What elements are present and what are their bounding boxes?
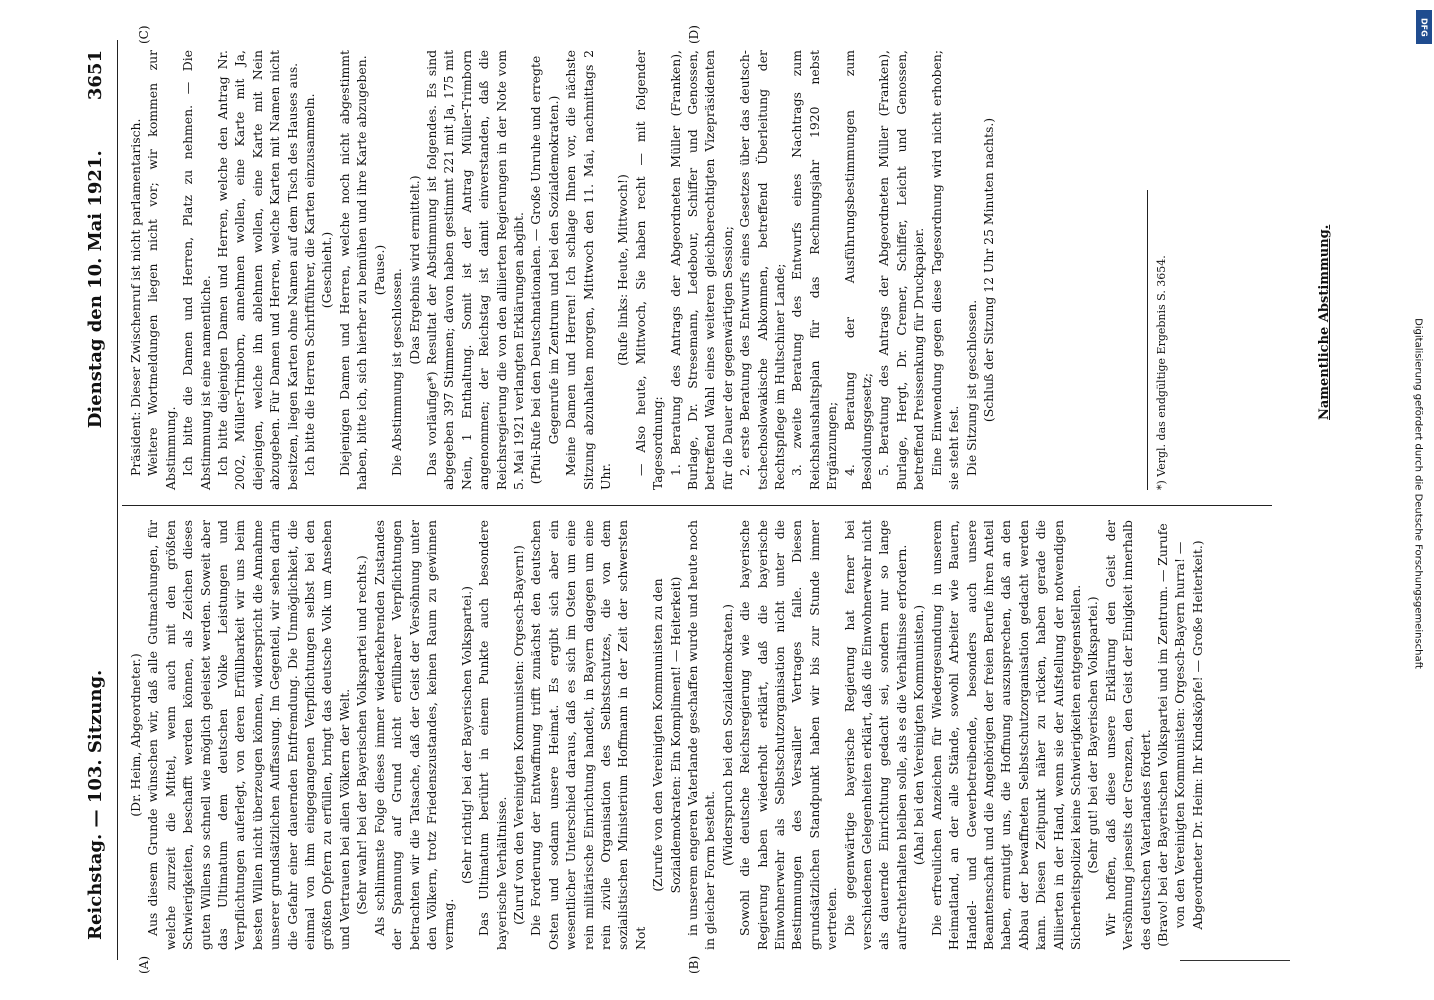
paragraph: (Widerspruch bei den Sozialdemokraten.)	[719, 603, 735, 867]
margin-mark-a: (A)	[137, 955, 151, 974]
section-heading-namentliche-abstimmung: Namentliche Abstimmung.	[1317, 224, 1332, 420]
paragraph: (Das Ergebnis wird ermittelt.)	[406, 175, 422, 365]
margin-mark-d: (D)	[687, 25, 701, 44]
paragraph: Präsident: Dieser Zwischenruf ist nicht parlamentarisch.	[128, 118, 143, 476]
paragraph: (Aha! bei den Vereinigten Kommunisten.)	[911, 604, 927, 866]
rotated-page-content	[67, 20, 1367, 980]
paragraph: Die Abstimmung ist geschlossen.	[389, 268, 405, 476]
paragraph: 4. Beratung der Ausführungsbestimmungen zum Besoldungsgesetz;	[841, 50, 875, 490]
paragraph: (Zurufe von den Vereinigten Kommunisten zu den Sozialdemokraten: Ein Kompliment! — Heiterkeit)	[650, 576, 683, 894]
footnote-rule	[1147, 190, 1148, 490]
paragraph: Sowohl die deutsche Reichsregierung wie die bayerische Regierung haben wiederholt erklärt, daß die bayerische Einwohnerwehr als Selbstschutzorganisation nicht unter die Bestimmungen des Versailler Vertrages falle. Diesen grundsätzlichen Standpunkt haben wir bis zur Stunde immer vertreten.	[737, 520, 840, 950]
paragraph: (Sehr wahr! bei der Bayerischen Volkspartei und rechts.)	[354, 555, 370, 915]
paragraph: (Pfui-Rufe bei den Deutschnationalen. — Große Unruhe und erregte Gegenrufe im Zentrum und bei den Sozialdemokraten.)	[528, 55, 561, 485]
paragraph: in unserem engeren Vaterlande geschaffen wurde und heute noch in gleicher Form besteht.	[685, 520, 718, 950]
margin-mark-c: (C)	[137, 25, 151, 44]
paragraph: (Rufe links: Heute, Mittwoch!)	[615, 174, 631, 366]
paragraph: 1. Beratung des Antrags der Abgeordneten Müller (Franken), Burlage, Dr. Stresemann, Ledebour, Schiffer und Genossen, betreffend Wahl eines weiteren gleichberechtigten Vizepräsidenten für die Dauer der gegenwärtigen Session;	[667, 50, 735, 490]
header-rule	[117, 40, 118, 960]
paragraph: Als schlimmste Folge dieses immer wiederkehrenden Zustandes der Spannung auf Grund nicht erfüllbarer Verpflichtungen betrachten wir die Tatsache, daß der Geist der Versöhnung unter den Völkern, trotz Friedenszustandes, keinen Raum zu gewinnen vermag.	[371, 520, 457, 950]
paragraph: (Zuruf von den Vereinigten Kommunisten: Orgesch-Bayern!)	[510, 545, 526, 925]
paragraph: Weitere Wortmeldungen liegen nicht vor; wir kommen zur Abstimmung.	[145, 50, 178, 490]
margin-mark-b: (B)	[687, 955, 701, 974]
paragraph: 5. Beratung des Antrags der Abgeordneten Müller (Franken), Burlage, Hergt, Dr. Cremer, Schiffer, Leicht und Genossen, betreffend Preissenkung für Druckpapier.	[876, 50, 927, 490]
paragraph: Die Sitzung ist geschlossen.	[963, 299, 979, 476]
header-date: Dienstag den 10. Mai 1921.	[85, 150, 106, 429]
paragraph: (Bravo! bei der Bayerischen Volkspartei und im Zentrum. — Zurufe von den Vereinigten Kommunisten: Orgesch-Bayern hurra! — Abgeordneter Dr. Heim: Ihr Kindsköpfe! — Große Heiterkeit.)	[1154, 523, 1205, 947]
header-right	[85, 50, 106, 428]
paragraph: 2. erste Beratung des Entwurfs eines Gesetzes über das deutsch-tschechoslowakische Abkommen, betreffend Überleitung der Rechtspflege im Hultschiner Lande;	[737, 50, 788, 490]
paragraph: (Dr. Heim, Abgeordneter.)	[128, 653, 143, 817]
paragraph: (Sehr gut! bei der Bayerischen Volkspartei.)	[1085, 596, 1101, 874]
paragraph: 3. zweite Beratung des Entwurfs eines Nachtrags zum Reichshaushaltsplan für das Rechnungsjahr 1920 nebst Ergänzungen;	[789, 50, 840, 490]
paragraph: Die Forderung der Entwaffnung trifft zunächst den deutschen Osten und sodann unsere Heimat. Es ergibt sich aber ein wesentlicher Unterschied daraus, daß es sich im Osten um eine rein militärische Einrichtung handelt, in Bayern dagegen um eine rein zivile Organisation des Selbstschutzes, die von dem sozialistischen Ministerium Hoffmann in der Zeit der schwersten Not	[528, 520, 648, 950]
paragraph: (Geschieht.)	[319, 231, 335, 309]
left-column	[127, 520, 1206, 950]
paragraph: (Schluß der Sitzung 12 Uhr 25 Minuten nachts.)	[980, 117, 996, 423]
page-number: 3651	[85, 50, 106, 101]
paragraph: Aus diesem Grunde wünschen wir, daß alle Gutmachungen, für welche zurzeit die Mittel, wenn auch mit den größten Schwierigkeiten, beschafft werden können, als Zeichen dieses guten Willens so schnell wie möglich geleistet werden. Soweit aber das Ultimatum dem deutschen Volke Leistungen und Verpflichtungen auferlegt, von deren Erfüllbarkeit wir uns beim besten Willen nicht überzeugen können, widerspricht die Annahme unserer grundsätzlichen Auffassung. Im Gegenteil, wir sehen darin die Gefahr einer dauernden Entfremdung. Die Unmöglichkeit, die einmal von ihm eingegangenen Verpflichtungen selbst bei den größten Opfern zu erfüllen, bringt das deutsche Volk um Ansehen und Vertrauen bei allen Völkern der Welt.	[145, 520, 352, 950]
paragraph: Ich bitte die Damen und Herren, Platz zu nehmen. — Die Abstimmung ist eine namentliche.	[180, 50, 213, 490]
paragraph: Eine Einwendung gegen diese Tagesordnung wird nicht erhoben; sie steht fest.	[928, 50, 962, 490]
scan-edge-line	[1180, 960, 1290, 961]
paragraph: Wir hoffen, daß diese unsere Erklärung den Geist der Versöhnung jenseits der Grenzen, den Geist der Einigkeit innerhalb des deutschen Vaterlandes fördert.	[1102, 520, 1153, 950]
paragraph: — Also heute, Mittwoch, Sie haben recht — mit folgender Tagesordnung:	[632, 50, 666, 490]
paragraph: Ich bitte die Herren Schriftführer, die Karten einzusammeln.	[302, 93, 318, 476]
paragraph: (Pause.)	[371, 244, 387, 296]
paragraph: Ich bitte diejenigen Damen und Herren, welche den Antrag Nr. 2002, Müller-Trimborn, annehmen wollen, eine Karte mit Ja, diejenigen, welche ihn ablehnen wollen, eine Karte mit Nein abzugeben. Für Damen und Herren, welche Karten mit Namen nicht besitzen, liegen Karten ohne Namen auf dem Tisch des Hauses aus.	[215, 50, 300, 490]
digitization-credit: Digitalisierung gefördert durch die Deutsche Forschungsgemeinschaft	[1412, 318, 1424, 669]
right-column	[127, 50, 997, 490]
paragraph: Meine Damen und Herren! Ich schlage Ihnen vor, die nächste Sitzung abzuhalten morgen, Mittwoch den 11. Mai, nachmittags 2 Uhr.	[563, 50, 613, 490]
dfg-logo-icon: DFG	[1416, 10, 1432, 44]
paragraph: Das vorläufige*) Resultat der Abstimmung ist folgendes. Es sind abgegeben 397 Stimmen; davon haben gestimmt 221 mit Ja, 175 mit Nein, 1 Enthaltung. Somit ist der Antrag Müller-Trimborn angenommen; der Reichstag ist damit einverstanden, daß die Reichsregierung die von den alliierten Regierungen in der Note vom 5. Mai 1921 verlangten Erklärungen abgibt.	[423, 50, 526, 490]
paragraph: Die gegenwärtige bayerische Regierung hat ferner bei verschiedenen Gelegenheiten erklärt, daß die Einwohnerwehr nicht als dauernde Einrichtung gedacht sei, sondern nur so lange aufrechterhalten bleiben solle, als es die Verhältnisse erfordern.	[841, 520, 909, 950]
paragraph: Das Ultimatum berührt in einem Punkte auch besondere bayerische Verhältnisse.	[476, 520, 509, 950]
paragraph: Die erfreulichen Anzeichen für Wiedergesundung in unserem Heimatland, an der alle Stände, sowohl Arbeiter wie Bauern, Handel- und Gewerbetreibende, besonders auch unsere Beamtenschaft und die Angehörigen der freien Berufe ihren Anteil haben, ermutigt uns, die Hoffnung auszusprechen, daß an den Abbau der bewaffneten Selbstschutzorganisation gedacht werden kann. Diesen Zeitpunkt näher zu rücken, haben gerade die Alliierten in der Hand, wenn sie der Aufstellung der notwendigen Sicherheitspolizei keine Schwierigkeiten entgegenstellen.	[928, 520, 1083, 950]
footnote: *) Vergl. das endgültige Ergebnis S. 3654.	[1155, 255, 1168, 490]
paragraph: Diejenigen Damen und Herren, welche noch nicht abgestimmt haben, bitte ich, sich hierher zu bemühen und ihre Karte abzugeben.	[336, 50, 370, 490]
paragraph: (Sehr richtig! bei der Bayerischen Volkspartei.)	[458, 585, 474, 885]
column-divider	[122, 505, 1272, 506]
header-left: Reichstag. — 103. Sitzung.	[85, 669, 106, 940]
digitization-sidebar	[1408, 10, 1432, 990]
